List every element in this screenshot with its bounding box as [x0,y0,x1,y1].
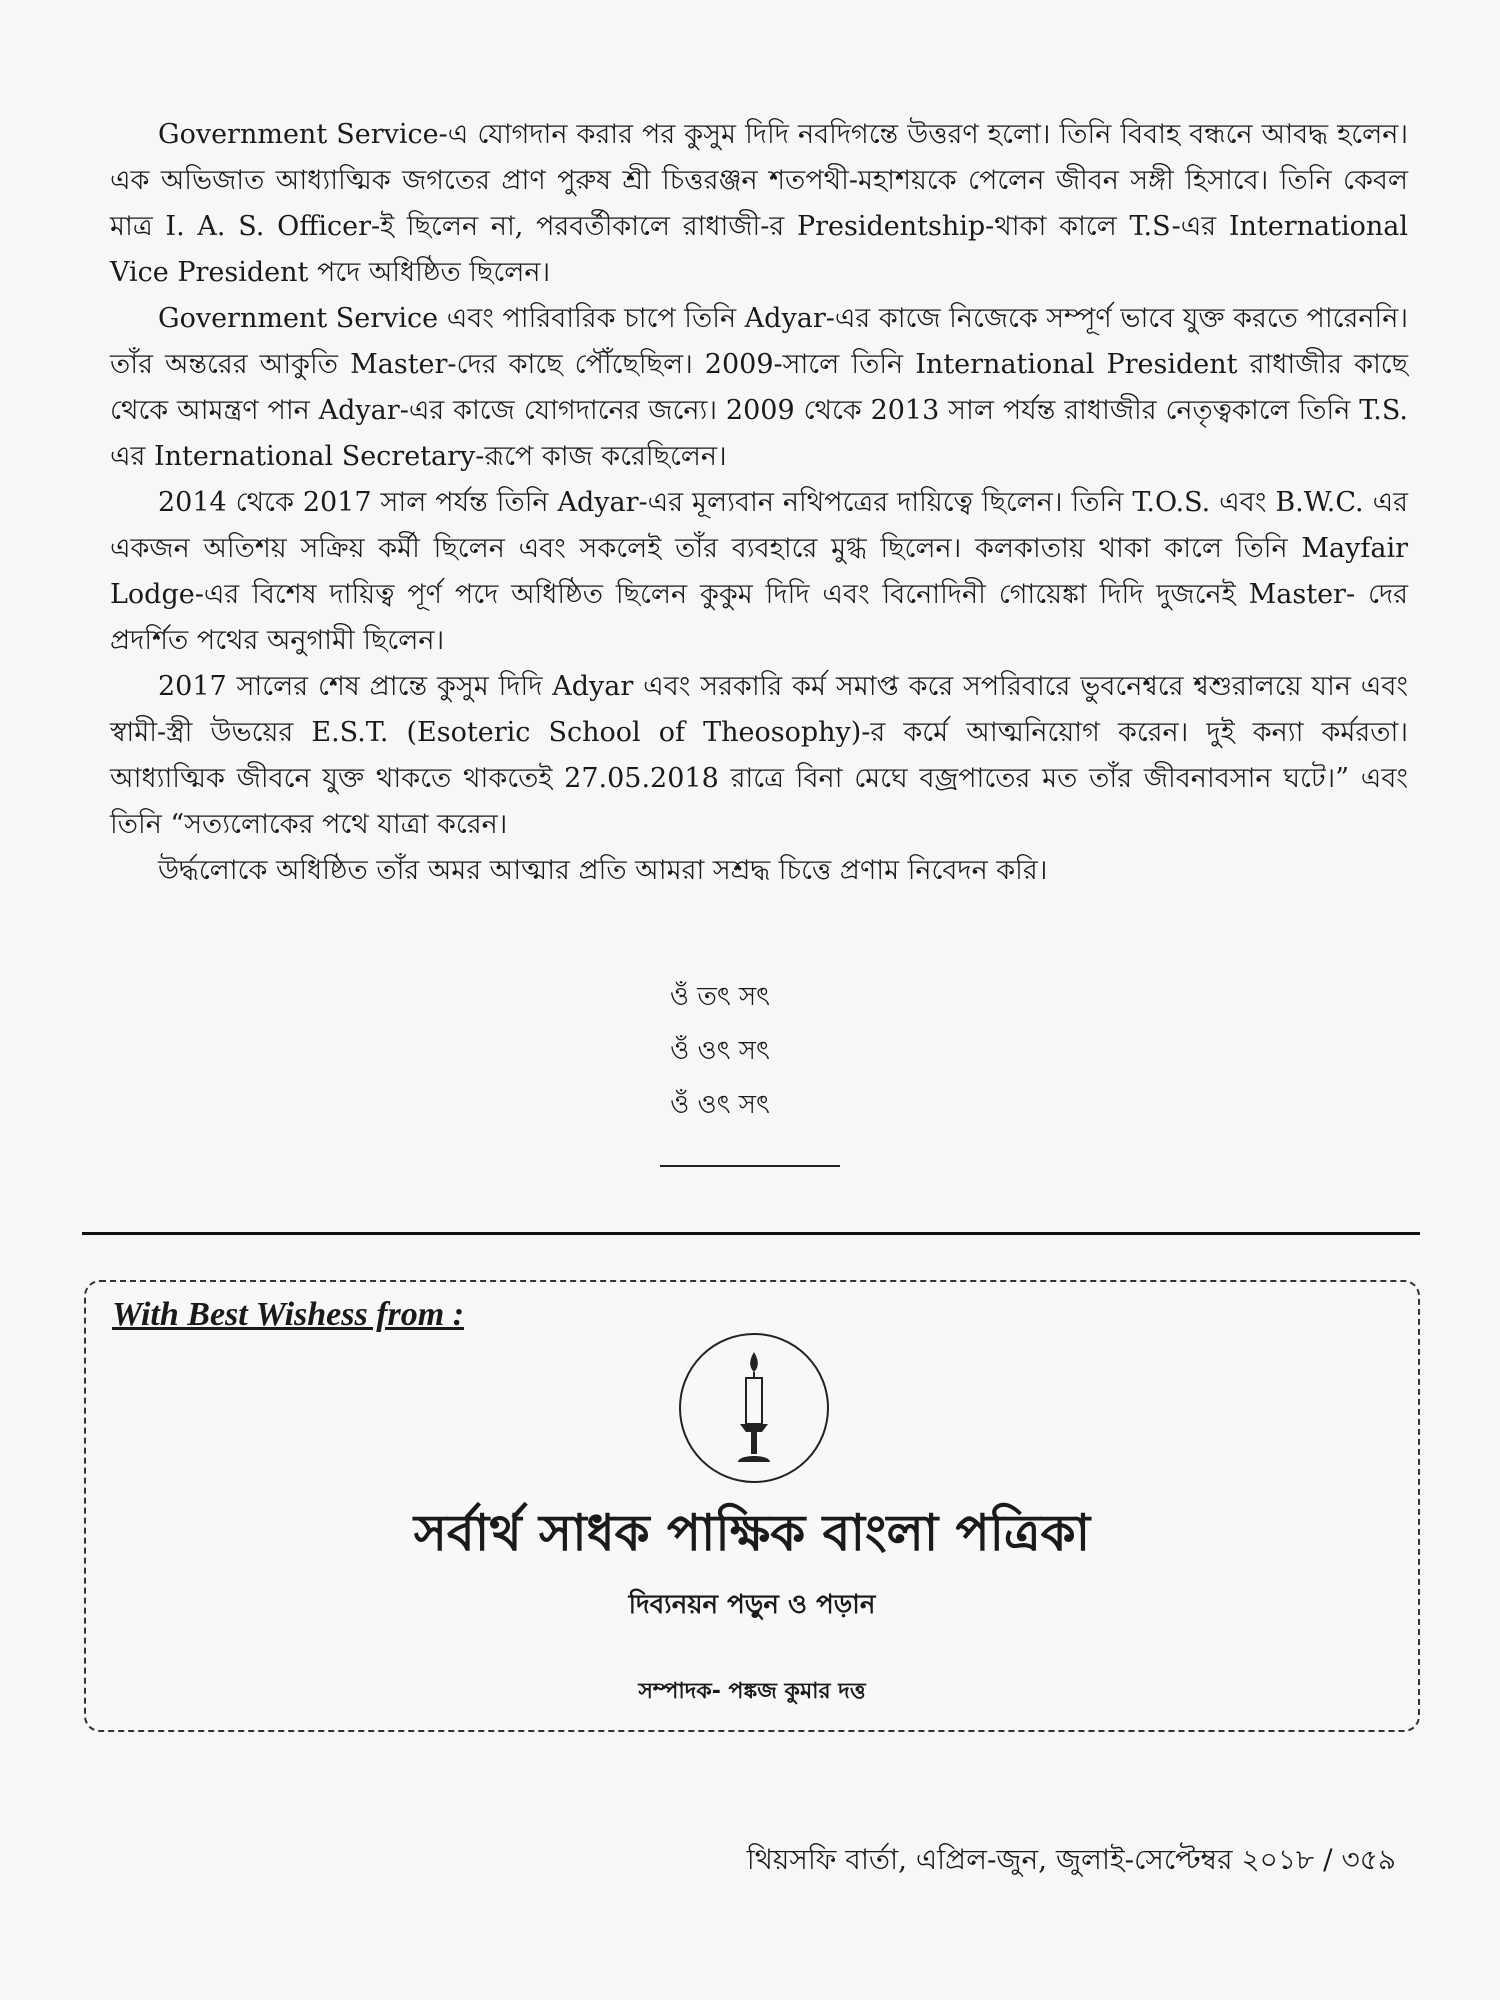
paragraph-3: 2014 থেকে 2017 সাল পর্যন্ত তিনি Adyar-এর মূল্যবান নথিপত্রের দায়িত্বে ছিলেন। তিনি T.O.S. এবং B.W.C. এর একজন অতিশয় সক্রিয় কর্মী ছিলেন এবং সকলেই তাঁর ব্যবহারে মুগ্ধ ছিলেন। কলকাতায় থাকা কালে তিনি Mayfair Lodge-এর বিশেষ দায়িত্ব পূর্ণ পদে অধিষ্ঠিত ছিলেন কুকুম দিদি এবং বিনোদিনী গোয়েঙ্কা দিদি দুজনেই Master- দের প্রদর্শিত পথের অনুগামী ছিলেন। [110,487,1408,656]
article-body [110,112,1408,894]
candle-emblem-icon [674,1328,834,1488]
best-wishes-greeting: With Best Wishess from : [112,1296,465,1333]
magazine-tagline: দিব্যনয়ন পড়ুন ও পড়ান [628,1590,876,1620]
advertisement-box [84,1280,1420,1732]
mantra-line: ওঁ ওৎ সৎ [670,1036,770,1066]
magazine-title: সর্বার্থ সাধক পাক্ষিক বাংলা পত্রিকা [413,1504,1091,1562]
section-divider [82,1232,1420,1235]
mantra-line: ওঁ ওৎ সৎ [670,1090,770,1120]
paragraph-4: 2017 সালের শেষ প্রান্তে কুসুম দিদি Adyar এবং সরকারি কর্ম সমাপ্ত করে সপরিবারে ভুবনেশ্বরে শ্বশুরালয়ে যান এবং স্বামী-স্ত্রী উভয়ের E.S.T. (Esoteric School of Theosophy)-র কর্মে আত্মনিয়োগ করেন। দুই কন্যা কর্মরতা। আধ্যাত্মিক জীবনে যুক্ত থাকতে থাকতেই 27.05.2018 রাত্রে বিনা মেঘে বজ্রপাতের মত তাঁর জীবনাবসান ঘটে।” এবং তিনি “সত্যলোকের পথে যাত্রা করেন। [110,671,1408,840]
page-footer: থিয়সফি বার্তা, এপ্রিল-জুন, জুলাই-সেপ্টেম্বর ২০১৮ / ৩৫৯ [746,1843,1396,1876]
paragraph-2: Government Service এবং পারিবারিক চাপে তিনি Adyar-এর কাজে নিজেকে সম্পূর্ণ ভাবে যুক্ত করতে পারেননি। তাঁর অন্তরের আকুতি Master-দের কাছে পৌঁছেছিল। 2009-সালে তিনি International President রাধাজীর কাছে থেকে আমন্ত্রণ পান Adyar-এর কাজে যোগদানের জন্যে। 2009 থেকে 2013 সাল পর্যন্ত রাধাজীর নেতৃত্বকালে তিনি T.S. এর International Secretary-রূপে কাজ করেছিলেন। [110,303,1408,472]
paragraph-1: Government Service-এ যোগদান করার পর কুসুম দিদি নবদিগন্তে উত্তরণ হলো। তিনি বিবাহ বন্ধনে আবদ্ধ হলেন। এক অভিজাত আধ্যাত্মিক জগতের প্রাণ পুরুষ শ্রী চিত্তরঞ্জন শতপথী-মহাশয়কে পেলেন জীবন সঙ্গী হিসাবে। তিনি কেবল মাত্র I. A. S. Officer-ই ছিলেন না, পরবর্তীকালে রাধাজী-র Presidentship-থাকা কালে T.S-এর International Vice President পদে অধিষ্ঠিত ছিলেন। [110,119,1408,288]
editor-credit: সম্পাদক- পঙ্কজ কুমার দত্ত [638,1679,866,1704]
paragraph-5: উর্দ্ধলোকে অধিষ্ঠিত তাঁর অমর আত্মার প্রতি আমরা সশ্রদ্ধ চিত্তে প্রণাম নিবেদন করি। [158,855,1048,886]
mantra-block [560,970,880,1132]
short-divider [660,1165,840,1167]
mantra-line: ওঁ তৎ সৎ [669,982,771,1012]
